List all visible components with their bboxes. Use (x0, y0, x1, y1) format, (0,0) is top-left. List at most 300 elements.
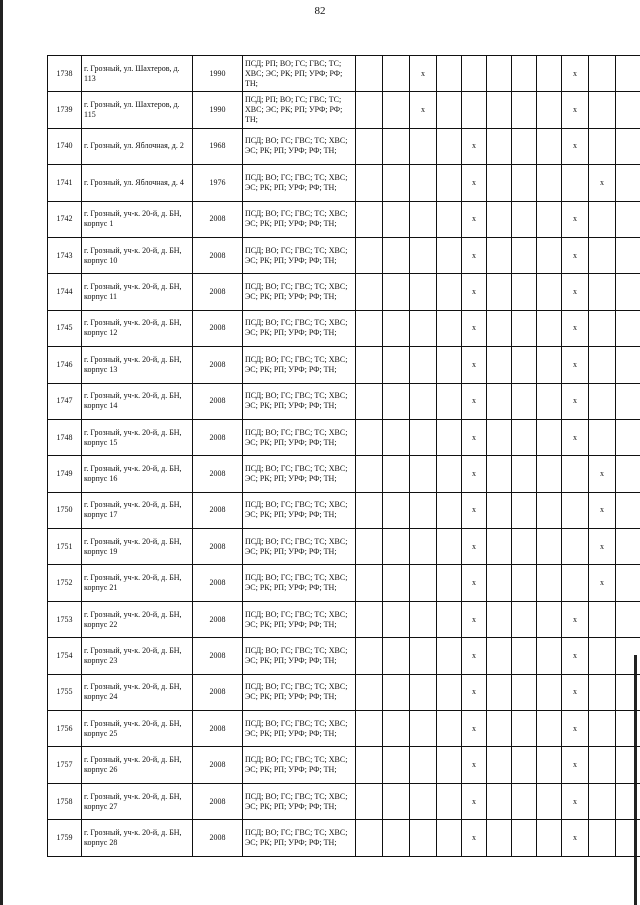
mark-cell (537, 638, 562, 674)
mark-cell (589, 783, 616, 819)
mark-cell (616, 711, 640, 747)
row-number: 1753 (48, 601, 82, 637)
page-number: 82 (314, 5, 326, 17)
mark-cell (383, 674, 410, 710)
utilities-cell: ПСД; ВО; ГС; ГВС; ТС; ХВС; ЭС; РК; РП; УРФ; РФ; ТН; (243, 674, 356, 710)
mark-cell: x (562, 128, 589, 164)
mark-cell (562, 492, 589, 528)
mark-cell (512, 419, 537, 455)
mark-cell: x (562, 383, 589, 419)
mark-cell (410, 747, 437, 783)
mark-cell (487, 419, 512, 455)
row-number: 1744 (48, 274, 82, 310)
mark-cell (383, 529, 410, 565)
mark-cell (383, 347, 410, 383)
year-cell: 2008 (193, 638, 243, 674)
mark-cell (487, 237, 512, 273)
mark-cell (356, 638, 383, 674)
table-row (48, 565, 640, 601)
mark-cell (512, 783, 537, 819)
year-cell: 2008 (193, 310, 243, 346)
housing-registry-table (47, 55, 640, 857)
table-row (48, 529, 640, 565)
address-cell: г. Грозный, уч-к. 20-й, д. БН, корпус 28 (82, 820, 193, 856)
address-cell: г. Грозный, ул. Шахтеров, д. 113 (82, 56, 193, 92)
mark-cell (437, 747, 462, 783)
mark-cell (487, 565, 512, 601)
row-number: 1749 (48, 456, 82, 492)
mark-cell (512, 128, 537, 164)
utilities-cell: ПСД; ВО; ГС; ГВС; ТС; ХВС; ЭС; РК; РП; УРФ; РФ; ТН; (243, 383, 356, 419)
address-cell: г. Грозный, уч-к. 20-й, д. БН, корпус 1 (82, 201, 193, 237)
table-row (48, 638, 640, 674)
mark-cell (356, 419, 383, 455)
year-cell: 2008 (193, 783, 243, 819)
mark-cell (356, 92, 383, 128)
year-cell: 2008 (193, 601, 243, 637)
mark-cell: x (462, 128, 487, 164)
utilities-cell: ПСД; РП; ВО; ГС; ГВС; ТС; ХВС; ЭС; РК; РП; УРФ; РФ; ТН; (243, 56, 356, 92)
mark-cell (487, 601, 512, 637)
mark-cell (437, 383, 462, 419)
mark-cell: x (462, 747, 487, 783)
mark-cell (512, 711, 537, 747)
mark-cell (537, 201, 562, 237)
utilities-cell: ПСД; ВО; ГС; ГВС; ТС; ХВС; ЭС; РК; РП; УРФ; РФ; ТН; (243, 347, 356, 383)
mark-cell (589, 747, 616, 783)
mark-cell (537, 165, 562, 201)
mark-cell (589, 128, 616, 164)
utilities-cell: ПСД; ВО; ГС; ГВС; ТС; ХВС; ЭС; РК; РП; УРФ; РФ; ТН; (243, 601, 356, 637)
mark-cell: x (462, 347, 487, 383)
address-cell: г. Грозный, уч-к. 20-й, д. БН, корпус 12 (82, 310, 193, 346)
mark-cell (512, 456, 537, 492)
mark-cell (437, 419, 462, 455)
utilities-cell: ПСД; ВО; ГС; ГВС; ТС; ХВС; ЭС; РК; РП; УРФ; РФ; ТН; (243, 419, 356, 455)
mark-cell (437, 347, 462, 383)
mark-cell: x (462, 165, 487, 201)
year-cell: 2008 (193, 237, 243, 273)
mark-cell: x (562, 237, 589, 273)
table-row (48, 201, 640, 237)
address-cell: г. Грозный, уч-к. 20-й, д. БН, корпус 24 (82, 674, 193, 710)
mark-cell (512, 201, 537, 237)
address-cell: г. Грозный, уч-к. 20-й, д. БН, корпус 27 (82, 783, 193, 819)
mark-cell (437, 128, 462, 164)
mark-cell: x (462, 820, 487, 856)
mark-cell (487, 529, 512, 565)
mark-cell: x (462, 601, 487, 637)
mark-cell: x (462, 201, 487, 237)
mark-cell (437, 820, 462, 856)
mark-cell (383, 601, 410, 637)
mark-cell (356, 565, 383, 601)
mark-cell (410, 347, 437, 383)
row-number: 1742 (48, 201, 82, 237)
mark-cell (462, 56, 487, 92)
mark-cell (512, 56, 537, 92)
mark-cell (356, 165, 383, 201)
mark-cell (487, 56, 512, 92)
mark-cell (487, 674, 512, 710)
mark-cell: x (462, 674, 487, 710)
mark-cell (410, 783, 437, 819)
table-row (48, 383, 640, 419)
mark-cell (410, 456, 437, 492)
table-row (48, 601, 640, 637)
utilities-cell: ПСД; ВО; ГС; ГВС; ТС; ХВС; ЭС; РК; РП; УРФ; РФ; ТН; (243, 237, 356, 273)
table-row (48, 419, 640, 455)
mark-cell (437, 456, 462, 492)
mark-cell (589, 56, 616, 92)
year-cell: 2008 (193, 674, 243, 710)
utilities-cell: ПСД; ВО; ГС; ГВС; ТС; ХВС; ЭС; РК; РП; УРФ; РФ; ТН; (243, 529, 356, 565)
mark-cell (589, 674, 616, 710)
mark-cell: x (589, 165, 616, 201)
mark-cell (537, 347, 562, 383)
mark-cell (410, 529, 437, 565)
mark-cell (589, 274, 616, 310)
row-number: 1754 (48, 638, 82, 674)
mark-cell (356, 56, 383, 92)
mark-cell (356, 783, 383, 819)
mark-cell (616, 783, 640, 819)
mark-cell (537, 820, 562, 856)
mark-cell (537, 529, 562, 565)
mark-cell (616, 529, 640, 565)
address-cell: г. Грозный, уч-к. 20-й, д. БН, корпус 11 (82, 274, 193, 310)
mark-cell (383, 56, 410, 92)
mark-cell (537, 383, 562, 419)
mark-cell (512, 165, 537, 201)
mark-cell (589, 201, 616, 237)
mark-cell (512, 529, 537, 565)
row-number: 1758 (48, 783, 82, 819)
mark-cell: x (562, 347, 589, 383)
mark-cell (437, 492, 462, 528)
mark-cell (356, 711, 383, 747)
mark-cell: x (562, 747, 589, 783)
table-row (48, 56, 640, 92)
utilities-cell: ПСД; ВО; ГС; ГВС; ТС; ХВС; ЭС; РК; РП; УРФ; РФ; ТН; (243, 565, 356, 601)
row-number: 1738 (48, 56, 82, 92)
table-row (48, 456, 640, 492)
mark-cell (512, 347, 537, 383)
mark-cell (589, 711, 616, 747)
mark-cell (616, 310, 640, 346)
mark-cell (616, 492, 640, 528)
mark-cell: x (462, 383, 487, 419)
year-cell: 1990 (193, 56, 243, 92)
mark-cell (589, 419, 616, 455)
mark-cell (537, 419, 562, 455)
mark-cell: x (562, 820, 589, 856)
mark-cell (512, 310, 537, 346)
mark-cell (616, 565, 640, 601)
mark-cell (410, 674, 437, 710)
mark-cell: x (462, 638, 487, 674)
mark-cell (356, 747, 383, 783)
mark-cell: x (462, 419, 487, 455)
utilities-cell: ПСД; ВО; ГС; ГВС; ТС; ХВС; ЭС; РК; РП; УРФ; РФ; ТН; (243, 128, 356, 164)
mark-cell (537, 128, 562, 164)
mark-cell (410, 565, 437, 601)
mark-cell (487, 820, 512, 856)
mark-cell (437, 565, 462, 601)
mark-cell: x (562, 201, 589, 237)
mark-cell (383, 128, 410, 164)
mark-cell (356, 456, 383, 492)
mark-cell (437, 310, 462, 346)
mark-cell (537, 456, 562, 492)
mark-cell (356, 274, 383, 310)
mark-cell (537, 601, 562, 637)
mark-cell (487, 711, 512, 747)
utilities-cell: ПСД; ВО; ГС; ГВС; ТС; ХВС; ЭС; РК; РП; УРФ; РФ; ТН; (243, 783, 356, 819)
mark-cell (487, 165, 512, 201)
mark-cell (383, 492, 410, 528)
table-row (48, 128, 640, 164)
mark-cell (562, 456, 589, 492)
mark-cell (437, 529, 462, 565)
year-cell: 2008 (193, 529, 243, 565)
mark-cell: x (462, 529, 487, 565)
mark-cell (487, 492, 512, 528)
mark-cell (616, 128, 640, 164)
mark-cell (383, 419, 410, 455)
mark-cell (410, 237, 437, 273)
address-cell: г. Грозный, уч-к. 20-й, д. БН, корпус 13 (82, 347, 193, 383)
mark-cell (356, 383, 383, 419)
mark-cell (487, 274, 512, 310)
mark-cell (383, 92, 410, 128)
mark-cell (356, 237, 383, 273)
row-number: 1743 (48, 237, 82, 273)
mark-cell: x (562, 419, 589, 455)
mark-cell (616, 201, 640, 237)
mark-cell (616, 601, 640, 637)
mark-cell (356, 347, 383, 383)
mark-cell (410, 711, 437, 747)
mark-cell (512, 601, 537, 637)
mark-cell: x (589, 492, 616, 528)
mark-cell (616, 92, 640, 128)
mark-cell (437, 674, 462, 710)
mark-cell (589, 383, 616, 419)
mark-cell (512, 638, 537, 674)
address-cell: г. Грозный, уч-к. 20-й, д. БН, корпус 22 (82, 601, 193, 637)
mark-cell (487, 747, 512, 783)
row-number: 1739 (48, 92, 82, 128)
mark-cell (383, 274, 410, 310)
row-number: 1759 (48, 820, 82, 856)
mark-cell (537, 56, 562, 92)
mark-cell (383, 456, 410, 492)
mark-cell (487, 638, 512, 674)
mark-cell (589, 820, 616, 856)
mark-cell (537, 492, 562, 528)
mark-cell (537, 674, 562, 710)
year-cell: 2008 (193, 347, 243, 383)
row-number: 1748 (48, 419, 82, 455)
mark-cell: x (562, 638, 589, 674)
mark-cell (383, 201, 410, 237)
table-row (48, 674, 640, 710)
mark-cell: x (589, 456, 616, 492)
mark-cell (437, 165, 462, 201)
utilities-cell: ПСД; ВО; ГС; ГВС; ТС; ХВС; ЭС; РК; РП; УРФ; РФ; ТН; (243, 310, 356, 346)
address-cell: г. Грозный, ул. Яблочная, д. 2 (82, 128, 193, 164)
utilities-cell: ПСД; ВО; ГС; ГВС; ТС; ХВС; ЭС; РК; РП; УРФ; РФ; ТН; (243, 201, 356, 237)
mark-cell: x (562, 274, 589, 310)
mark-cell (616, 274, 640, 310)
scan-left-edge (0, 0, 3, 905)
row-number: 1756 (48, 711, 82, 747)
address-cell: г. Грозный, уч-к. 20-й, д. БН, корпус 25 (82, 711, 193, 747)
year-cell: 2008 (193, 419, 243, 455)
address-cell: г. Грозный, ул. Яблочная, д. 4 (82, 165, 193, 201)
mark-cell (410, 128, 437, 164)
mark-cell: x (410, 92, 437, 128)
row-number: 1740 (48, 128, 82, 164)
mark-cell (383, 310, 410, 346)
mark-cell (383, 711, 410, 747)
utilities-cell: ПСД; ВО; ГС; ГВС; ТС; ХВС; ЭС; РК; РП; УРФ; РФ; ТН; (243, 711, 356, 747)
row-number: 1750 (48, 492, 82, 528)
year-cell: 2008 (193, 492, 243, 528)
mark-cell (437, 201, 462, 237)
mark-cell (487, 201, 512, 237)
address-cell: г. Грозный, уч-к. 20-й, д. БН, корпус 19 (82, 529, 193, 565)
mark-cell (616, 237, 640, 273)
utilities-cell: ПСД; ВО; ГС; ГВС; ТС; ХВС; ЭС; РК; РП; УРФ; РФ; ТН; (243, 274, 356, 310)
mark-cell (512, 820, 537, 856)
mark-cell (410, 310, 437, 346)
mark-cell (356, 201, 383, 237)
address-cell: г. Грозный, уч-к. 20-й, д. БН, корпус 17 (82, 492, 193, 528)
address-cell: г. Грозный, ул. Шахтеров, д. 115 (82, 92, 193, 128)
mark-cell: x (462, 711, 487, 747)
row-number: 1757 (48, 747, 82, 783)
mark-cell (589, 92, 616, 128)
year-cell: 2008 (193, 383, 243, 419)
utilities-cell: ПСД; ВО; ГС; ГВС; ТС; ХВС; ЭС; РК; РП; УРФ; РФ; ТН; (243, 492, 356, 528)
mark-cell (616, 638, 640, 674)
mark-cell (616, 747, 640, 783)
mark-cell (437, 601, 462, 637)
utilities-cell: ПСД; РП; ВО; ГС; ГВС; ТС; ХВС; ЭС; РК; РП; УРФ; РФ; ТН; (243, 92, 356, 128)
table-row (48, 92, 640, 128)
mark-cell: x (462, 310, 487, 346)
mark-cell (383, 820, 410, 856)
table-row (48, 820, 640, 856)
row-number: 1755 (48, 674, 82, 710)
table-row (48, 711, 640, 747)
mark-cell (356, 601, 383, 637)
mark-cell (383, 783, 410, 819)
year-cell: 1990 (193, 92, 243, 128)
utilities-cell: ПСД; ВО; ГС; ГВС; ТС; ХВС; ЭС; РК; РП; УРФ; РФ; ТН; (243, 747, 356, 783)
mark-cell (437, 638, 462, 674)
mark-cell: x (410, 56, 437, 92)
mark-cell (487, 383, 512, 419)
mark-cell (537, 92, 562, 128)
mark-cell (537, 274, 562, 310)
mark-cell (616, 56, 640, 92)
row-number: 1751 (48, 529, 82, 565)
row-number: 1746 (48, 347, 82, 383)
mark-cell (589, 310, 616, 346)
year-cell: 2008 (193, 747, 243, 783)
row-number: 1752 (48, 565, 82, 601)
table-row (48, 274, 640, 310)
table-row (48, 492, 640, 528)
mark-cell (512, 237, 537, 273)
mark-cell: x (562, 92, 589, 128)
mark-cell (410, 419, 437, 455)
mark-cell (356, 310, 383, 346)
mark-cell (537, 310, 562, 346)
mark-cell: x (462, 237, 487, 273)
mark-cell (356, 820, 383, 856)
mark-cell (437, 274, 462, 310)
mark-cell (616, 347, 640, 383)
address-cell: г. Грозный, уч-к. 20-й, д. БН, корпус 16 (82, 456, 193, 492)
table-row (48, 237, 640, 273)
mark-cell: x (462, 274, 487, 310)
address-cell: г. Грозный, уч-к. 20-й, д. БН, корпус 14 (82, 383, 193, 419)
mark-cell (410, 638, 437, 674)
mark-cell: x (562, 601, 589, 637)
mark-cell (410, 165, 437, 201)
mark-cell (462, 92, 487, 128)
mark-cell (537, 565, 562, 601)
mark-cell (410, 492, 437, 528)
address-cell: г. Грозный, уч-к. 20-й, д. БН, корпус 10 (82, 237, 193, 273)
registry-body (48, 56, 640, 857)
mark-cell (356, 674, 383, 710)
mark-cell: x (562, 56, 589, 92)
mark-cell (410, 601, 437, 637)
mark-cell (537, 783, 562, 819)
mark-cell (383, 565, 410, 601)
mark-cell (616, 165, 640, 201)
mark-cell (589, 601, 616, 637)
mark-cell (487, 783, 512, 819)
year-cell: 2008 (193, 456, 243, 492)
mark-cell (437, 92, 462, 128)
mark-cell: x (462, 783, 487, 819)
year-cell: 2008 (193, 201, 243, 237)
year-cell: 2008 (193, 565, 243, 601)
mark-cell (562, 529, 589, 565)
mark-cell (487, 347, 512, 383)
mark-cell (410, 383, 437, 419)
year-cell: 2008 (193, 711, 243, 747)
mark-cell (487, 456, 512, 492)
utilities-cell: ПСД; ВО; ГС; ГВС; ТС; ХВС; ЭС; РК; РП; УРФ; РФ; ТН; (243, 456, 356, 492)
mark-cell (616, 456, 640, 492)
mark-cell: x (562, 711, 589, 747)
mark-cell (487, 310, 512, 346)
mark-cell (537, 237, 562, 273)
year-cell: 2008 (193, 820, 243, 856)
mark-cell (437, 237, 462, 273)
mark-cell: x (562, 310, 589, 346)
row-number: 1747 (48, 383, 82, 419)
address-cell: г. Грозный, уч-к. 20-й, д. БН, корпус 21 (82, 565, 193, 601)
mark-cell (410, 274, 437, 310)
